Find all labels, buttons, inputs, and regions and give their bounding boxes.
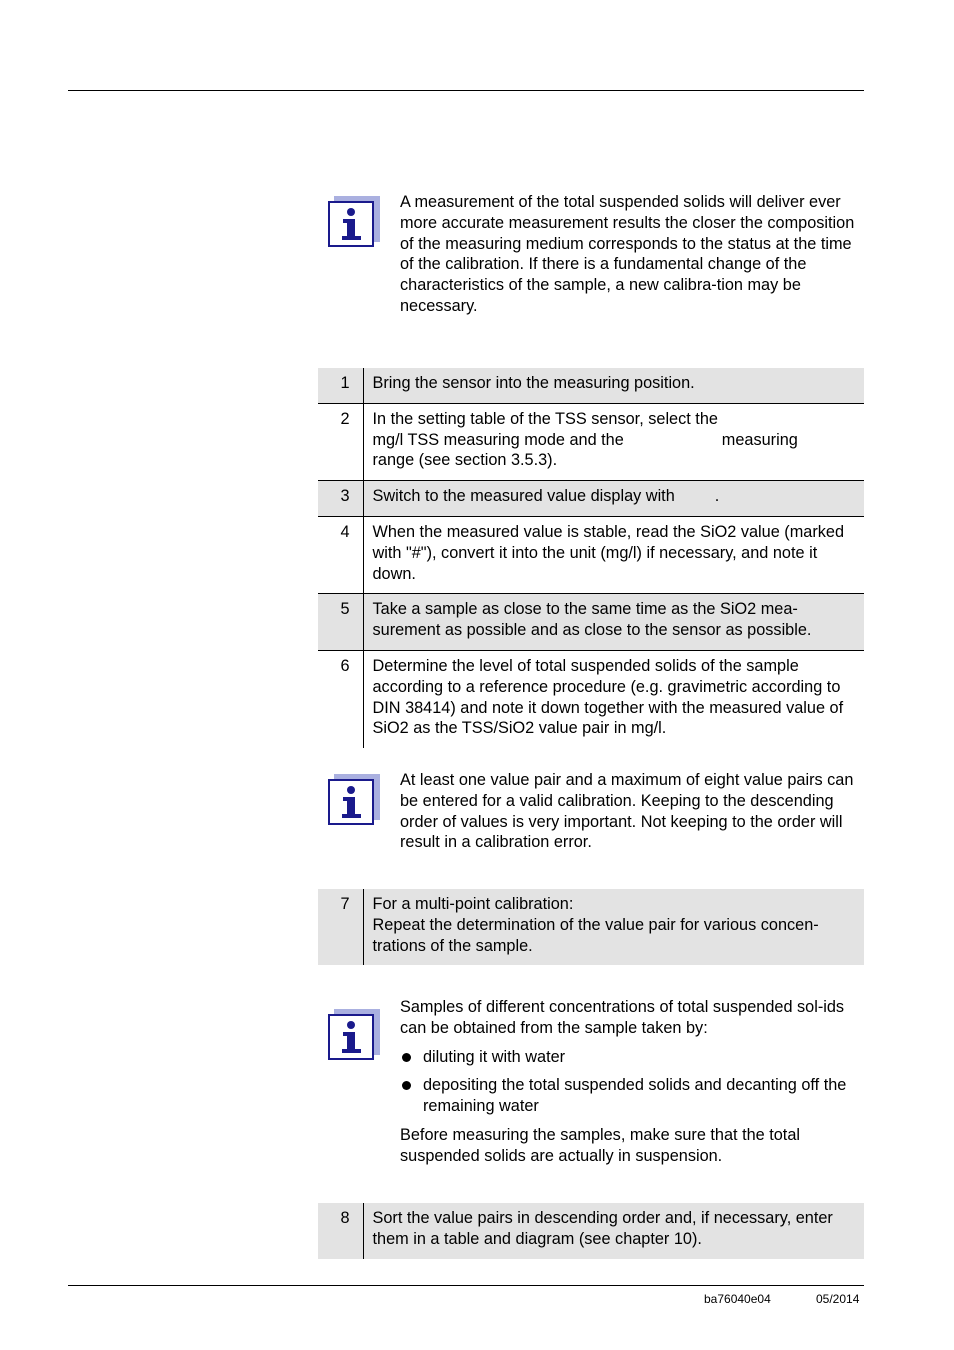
info-icon bbox=[328, 196, 380, 248]
step-number: 8 bbox=[318, 1203, 363, 1259]
list-item bbox=[400, 1075, 864, 1117]
step-number: 4 bbox=[318, 516, 363, 593]
list-item-text: diluting it with water bbox=[423, 1047, 566, 1066]
step-text bbox=[363, 481, 864, 517]
procedure-step-8 bbox=[318, 1203, 864, 1259]
step-number: 7 bbox=[318, 889, 363, 965]
step-text-part: mg/l TSS measuring mode and the bbox=[372, 430, 624, 449]
step-number: 2 bbox=[318, 403, 363, 480]
step-text-part: Switch to the measured value display with bbox=[372, 487, 675, 506]
procedure-step-7 bbox=[318, 889, 864, 965]
header-rule bbox=[68, 90, 864, 91]
document-id: ba76040e04 bbox=[704, 1292, 771, 1306]
note-outro: Before measuring the samples, make sure that the total suspended solids are actually in suspension. bbox=[400, 1125, 801, 1165]
step-row bbox=[318, 481, 864, 517]
step-text: When the measured value is stable, read the SiO2 value (marked with "#"), convert it into the unit (mg/l) if necessary, and note it down. bbox=[363, 516, 864, 593]
step-text-part: In the setting table of the TSS sensor, select the bbox=[372, 409, 718, 428]
step-text bbox=[363, 403, 864, 480]
bullet-list bbox=[400, 1047, 864, 1117]
document-date: 05/2014 bbox=[816, 1292, 860, 1306]
step-text bbox=[363, 889, 864, 965]
note-text: A measurement of the total suspended solids will deliver ever more accurate measurement results the closer the composition of the measuring medium corresponds to the status at the time of the calibration. If there is a fundamental change of the characteristics of the sample, a new calibra-tion may be necessary. bbox=[400, 193, 855, 315]
step-row bbox=[318, 368, 864, 403]
step-text-part: For a multi-point calibration: bbox=[372, 895, 574, 913]
footer-rule bbox=[68, 1285, 864, 1286]
info-note-1 bbox=[318, 192, 864, 317]
info-note-2 bbox=[318, 770, 864, 853]
step-text: Sort the value pairs in descending order and, if necessary, enter them in a table and diagram (see chapter 10). bbox=[363, 1203, 864, 1259]
step-text: Bring the sensor into the measuring position. bbox=[363, 368, 864, 403]
list-item bbox=[400, 1047, 864, 1068]
step-number: 6 bbox=[318, 650, 363, 748]
step-row bbox=[318, 516, 864, 593]
note-text: At least one value pair and a maximum of eight value pairs can be entered for a valid calibration. Keeping to the descending order of values is very important. Not keeping to the order will result in a calibration error. bbox=[400, 771, 854, 852]
info-icon bbox=[328, 1009, 380, 1061]
step-row bbox=[318, 1203, 864, 1259]
step-text-part: measuring bbox=[721, 430, 798, 449]
step-text: Take a sample as close to the same time as the SiO2 mea-surement as possible and as close to the sensor as possible. bbox=[363, 594, 864, 651]
bullet-icon bbox=[402, 1053, 411, 1062]
step-number: 5 bbox=[318, 594, 363, 651]
info-note-3 bbox=[318, 997, 864, 1167]
info-icon bbox=[328, 774, 380, 826]
step-row bbox=[318, 889, 864, 965]
step-text-part: range (see section 3.5.3). bbox=[372, 451, 558, 470]
step-row bbox=[318, 594, 864, 651]
note-intro: Samples of different concentrations of total suspended sol-ids can be obtained from the sample taken by: bbox=[400, 998, 845, 1037]
bullet-icon bbox=[402, 1081, 411, 1090]
list-item-text: depositing the total suspended solids and decanting off the remaining water bbox=[423, 1076, 847, 1116]
step-row bbox=[318, 403, 864, 480]
step-number: 3 bbox=[318, 481, 363, 517]
step-row bbox=[318, 650, 864, 748]
procedure-steps-1-6 bbox=[318, 368, 864, 748]
step-number: 1 bbox=[318, 368, 363, 403]
step-text: Determine the level of total suspended solids of the sample according to a reference procedure (e.g. gravimetric according to DIN 38414) and note it down together with the measured value of SiO2 as the TSS/SiO2 value pair in mg/l. bbox=[372, 656, 844, 738]
step-text-part: . bbox=[714, 487, 720, 506]
step-text-part: Repeat the determination of the value pair for various concen-trations of the sample. bbox=[372, 915, 819, 955]
